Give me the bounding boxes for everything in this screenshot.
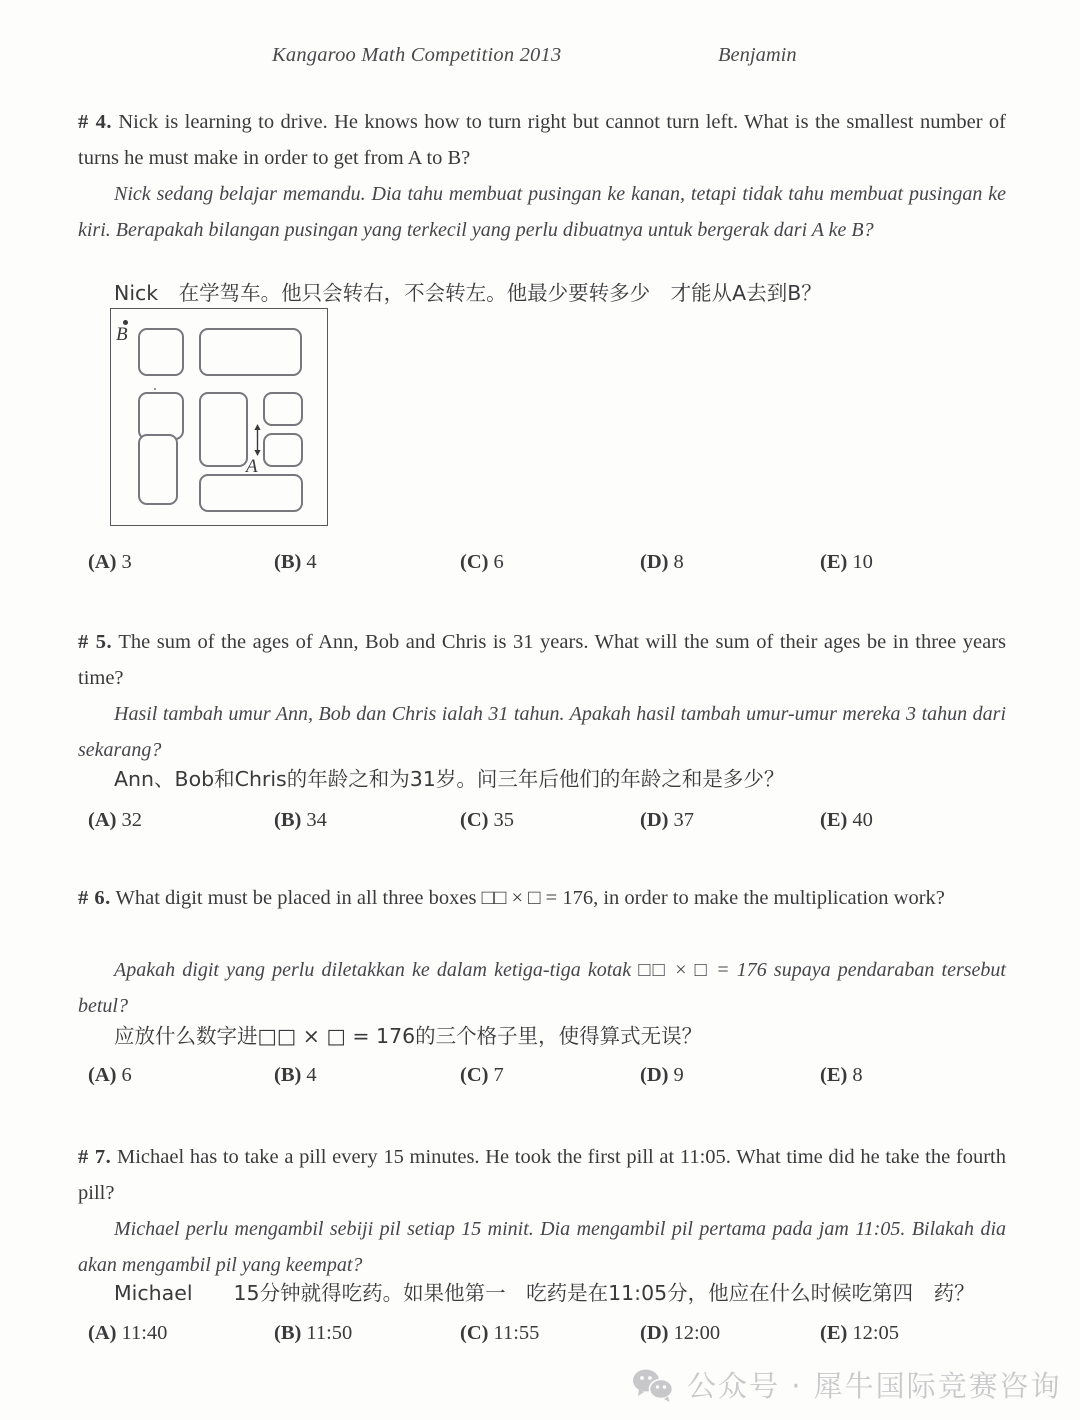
question-7-chinese (78, 1276, 1006, 1310)
question-5-options (88, 809, 1008, 841)
question-5-number: # 5. (78, 631, 113, 653)
question-4-number: # 4. (78, 111, 112, 133)
question-5-option-b[interactable]: (B) 34 (274, 809, 327, 831)
maze-slot-mid-left (138, 392, 184, 440)
maze-slot-bottom-left (138, 434, 178, 505)
question-4-option-e[interactable]: (E) 10 (820, 551, 873, 573)
question-7-options (88, 1322, 1008, 1354)
maze-speck (154, 388, 156, 390)
question-7-option-d[interactable]: (D) 12:00 (640, 1322, 721, 1344)
question-7-option-e[interactable]: (E) 12:05 (820, 1322, 900, 1344)
footer-watermark (632, 1364, 1062, 1405)
question-6-chinese-text: 应放什么数字进□□ × □ = 176的三个格子里，使得算式无误？ (114, 1024, 703, 1048)
question-7-option-a[interactable]: (A) 11:40 (88, 1322, 168, 1344)
question-7-malay (78, 1211, 1006, 1283)
question-7-option-c[interactable]: (C) 11:55 (460, 1322, 540, 1344)
question-6-option-c[interactable]: (C) 7 (460, 1064, 504, 1086)
question-5-option-d[interactable]: (D) 37 (640, 809, 694, 831)
question-5-malay-text: Hasil tambah umur Ann, Bob dan Chris ialah 31 tahun. Apakah hasil tambah umur-umur mereka 3 tahun dari sekarang? (78, 703, 1006, 761)
question-4-english (78, 104, 1006, 176)
question-6-chinese (78, 1019, 1006, 1053)
question-4-option-b[interactable]: (B) 4 (274, 551, 317, 573)
question-7-number: # 7. (78, 1146, 112, 1168)
question-4-figure (110, 308, 328, 526)
question-4-chinese (78, 276, 1006, 310)
maze-slot-bottom-right (199, 474, 303, 512)
competition-title: Kangaroo Math Competition 2013 (272, 43, 562, 66)
question-5-option-c[interactable]: (C) 35 (460, 809, 514, 831)
question-7-english (78, 1139, 1006, 1211)
maze-slot-top-left (138, 328, 184, 376)
question-7-chinese-text: Michael 15分钟就得吃药。如果他第一 吃药是在11:05分，他应在什么时候吃第四 药？ (114, 1281, 975, 1305)
maze-slot-mid-right-upper (263, 392, 303, 426)
question-6-option-a[interactable]: (A) 6 (88, 1064, 132, 1086)
point-b-label: B (116, 324, 128, 345)
page-header (0, 38, 1080, 72)
competition-level: Benjamin (718, 43, 797, 66)
question-5-english-text: The sum of the ages of Ann, Bob and Chris is 31 years. What will the sum of their ages be in three years time? (78, 631, 1007, 689)
question-6-option-b[interactable]: (B) 4 (274, 1064, 317, 1086)
question-6-malay-text: Apakah digit yang perlu diletakkan ke dalam ketiga-tiga kotak □□ × □ = 176 supaya pendaraban tersebut betul? (78, 959, 1006, 1017)
wechat-icon (632, 1368, 674, 1402)
question-6-option-e[interactable]: (E) 8 (820, 1064, 863, 1086)
question-4-option-c[interactable]: (C) 6 (460, 551, 504, 573)
question-6-options (88, 1064, 1008, 1096)
question-6-option-d[interactable]: (D) 9 (640, 1064, 684, 1086)
question-7-option-b[interactable]: (B) 11:50 (274, 1322, 353, 1344)
question-6-number: # 6. (78, 887, 111, 909)
watermark-text: 公众号 · 犀牛国际竞赛咨询 (687, 1369, 1062, 1403)
maze-slot-top-right (199, 328, 302, 376)
question-7-malay-text: Michael perlu mengambil sebiji pil setiap 15 minit. Dia mengambil pil pertama pada jam 11:05. Bilakah dia akan mengambil pil yang keempat? (78, 1218, 1006, 1276)
maze-slot-center (199, 392, 248, 467)
question-4-malay (78, 176, 1006, 248)
question-6-english (78, 880, 1006, 916)
question-7-english-text: Michael has to take a pill every 15 minutes. He took the first pill at 11:05. What time did he take the fourth pill? (78, 1146, 1007, 1204)
question-4-chinese-text: Nick 在学驾车。他只会转右，不会转左。他最少要转多少 才能从A去到B？ (114, 281, 822, 305)
question-5-chinese (78, 762, 1006, 796)
question-4-option-a[interactable]: (A) 3 (88, 551, 132, 573)
question-6-malay (78, 952, 1006, 1024)
question-5-option-a[interactable]: (A) 32 (88, 809, 142, 831)
question-4-english-text: Nick is learning to drive. He knows how to turn right but cannot turn left. What is the smallest number of turns he must make in order to get from A to B? (78, 111, 1007, 169)
question-5-malay (78, 696, 1006, 768)
question-4-options (88, 551, 1008, 583)
question-5-option-e[interactable]: (E) 40 (820, 809, 873, 831)
point-a-arrow-icon (252, 424, 263, 456)
question-6-english-text: What digit must be placed in all three boxes □□ × □ = 176, in order to make the multiplication work? (115, 887, 945, 909)
point-a-label: A (246, 456, 258, 477)
question-5-english (78, 624, 1006, 696)
question-4-option-d[interactable]: (D) 8 (640, 551, 684, 573)
question-4-malay-text: Nick sedang belajar memandu. Dia tahu membuat pusingan ke kanan, tetapi tidak tahu membuat pusingan ke kiri. Berapakah bilangan pusingan yang terkecil yang perlu dibuatnya untuk bergerak dari A ke B? (78, 183, 1006, 241)
question-5-chinese-text: Ann、Bob和Chris的年龄之和为31岁。问三年后他们的年龄之和是多少？ (114, 767, 785, 791)
maze-slot-mid-right-lower (263, 433, 303, 467)
